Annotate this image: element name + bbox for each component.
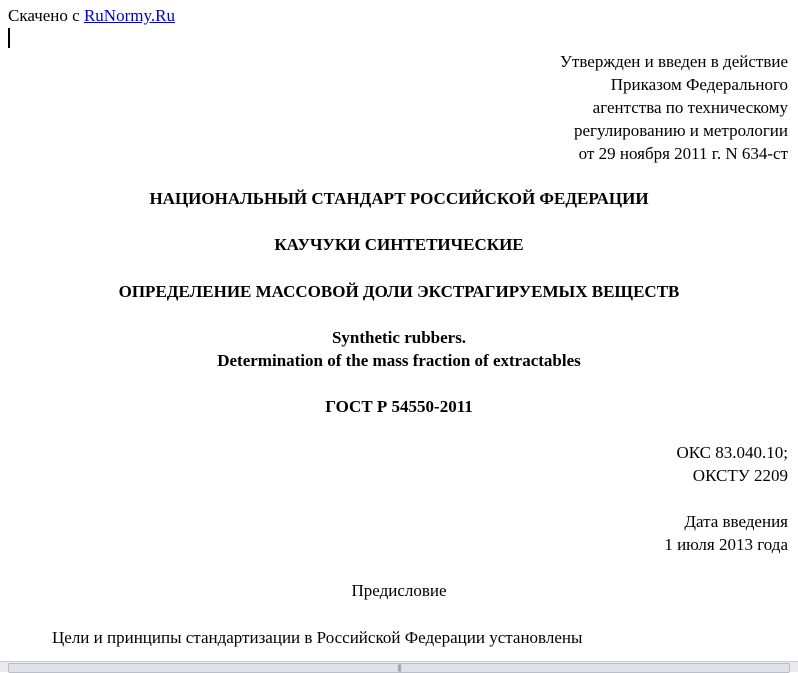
english-title-line-1: Synthetic rubbers. — [331, 328, 467, 347]
preface-paragraph: Цели и принципы стандартизации в Российской Федерации установлены — [52, 628, 583, 647]
preface-heading: Предисловие — [351, 581, 447, 600]
approval-line-5: от 29 ноября 2011 г. N 634-ст — [578, 144, 788, 163]
english-title-line-2: Determination of the mass fraction of extractables — [217, 351, 581, 370]
text-cursor — [8, 28, 10, 48]
subject-title: КАУЧУКИ СИНТЕТИЧЕСКИЕ — [274, 235, 524, 254]
introduction-date: 1 июля 2013 года — [664, 535, 788, 554]
gost-number: ГОСТ Р 54550-2011 — [325, 397, 473, 416]
source-link[interactable]: RuNormy.Ru — [83, 6, 175, 25]
approval-line-2: Приказом Федерального — [610, 75, 788, 94]
national-standard-title: НАЦИОНАЛЬНЫЙ СТАНДАРТ РОССИЙСКОЙ ФЕДЕРАЦИИ — [149, 189, 649, 208]
oks-code: ОКС 83.040.10; — [676, 443, 788, 462]
horizontal-scrollbar[interactable] — [0, 661, 798, 672]
source-prefix: Скачено с — [8, 6, 80, 25]
method-title: ОПРЕДЕЛЕНИЕ МАССОВОЙ ДОЛИ ЭКСТРАГИРУЕМЫХ ВЕЩЕСТВ — [118, 282, 680, 301]
okstu-code: ОКСТУ 2209 — [692, 466, 788, 485]
introduction-label: Дата введения — [684, 512, 788, 531]
grip-icon: ||| — [396, 664, 402, 672]
source-line — [8, 5, 175, 27]
approval-line-1: Утвержден и введен в действие — [559, 52, 788, 71]
approval-line-4: регулированию и метрологии — [573, 121, 788, 140]
approval-line-3: агентства по техническому — [592, 98, 788, 117]
